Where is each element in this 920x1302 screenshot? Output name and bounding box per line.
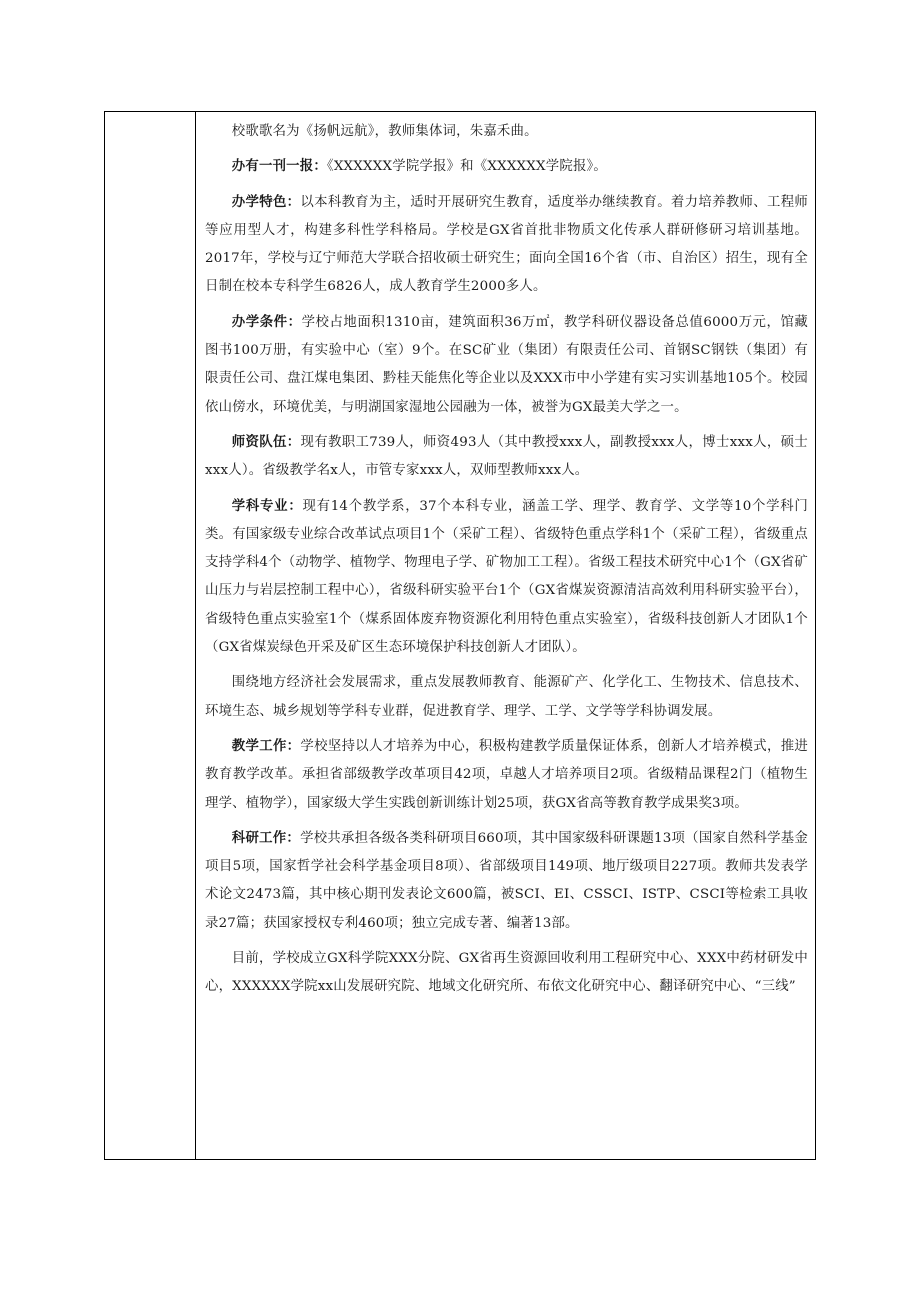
paragraph-faculty bbox=[205, 429, 808, 486]
paragraph-text: 学校占地面积1310亩，建筑面积36万㎡，教学科研仪器设备总值6000万元，馆藏图书100万册，有实验中心（室）9个。在SC矿业（集团）有限责任公司、首钢SC钢铁（集团）有限责任公司、盘江煤电集团、黔桂天能焦化等企业以及XXX市中小学建有实习实训基地105个。校园依山傍水，环境优美，与明湖国家湿地公园融为一体，被誉为GX最美大学之一。 bbox=[205, 314, 809, 415]
paragraph-label: 办学条件： bbox=[231, 314, 302, 330]
paragraph-label: 办学特色： bbox=[231, 194, 301, 210]
paragraph-publications bbox=[205, 153, 808, 181]
paragraph-disciplines bbox=[205, 493, 808, 663]
paragraph-teaching bbox=[205, 733, 808, 818]
paragraph-label: 教学工作： bbox=[231, 738, 301, 754]
paragraph-institutes bbox=[205, 945, 808, 1002]
paragraph-text: 现有教职工739人，师资493人（其中教授xxx人，副教授xxx人，博士xxx人，硕士xxx人）。省级教学名x人，市管专家xxx人，双师型教师xxx人。 bbox=[205, 434, 808, 479]
paragraph-text: 学校坚持以人才培养为中心，积极构建教学质量保证体系，创新人才培养模式，推进教育教学改革。承担省部级教学改革项目42项，卓越人才培养项目2项。省级精品课程2门（植物生理学、植物学），国家级大学生实践创新训练计划25项，获GX省高等教育教学成果奖3项。 bbox=[205, 738, 809, 811]
paragraph-label: 办有一刊一报： bbox=[231, 159, 327, 175]
paragraph-label: 科研工作： bbox=[231, 830, 301, 846]
paragraph-label: 师资队伍： bbox=[231, 434, 301, 450]
paragraph-text: 校歌歌名为《扬帆远航》，教师集体词，朱嘉禾曲。 bbox=[231, 124, 538, 139]
paragraph-text: 以本科教育为主，适时开展研究生教育，适度举办继续教育。着力培养教师、工程师等应用型人才，构建多科性学科格局。学校是GX省首批非物质文化传承人群研修研习培训基地。2017年，学校与辽宁师范大学联合招收硕士研究生；面向全国16个省（市、自治区）招生，现有全日制在校本专科学生6826人，成人教育学生2000多人。 bbox=[205, 194, 809, 295]
paragraph-features bbox=[205, 189, 808, 302]
paragraph-text: 学校共承担各级各类科研项目660项，其中国家级科研课题13项（国家自然科学基金项目5项，国家哲学社会科学基金项目8项）、省部级项目149项、地厅级项目227项。教师共发表学术论文2473篇，其中核心期刊发表论文600篇，被SCI、EI、CSSCI、ISTP、CSCI等检索工具收录27篇；获国家授权专利460项；独立完成专著、编著13部。 bbox=[205, 830, 808, 931]
table-label-cell bbox=[105, 112, 195, 1159]
document-table bbox=[104, 111, 816, 1160]
paragraph-conditions bbox=[205, 309, 808, 422]
paragraph-text: 现有14个教学系，37个本科专业，涵盖工学、理学、教育学、文学等10个学科门类。有国家级专业综合改革试点项目1个（采矿工程）、省级特色重点学科1个（采矿工程），省级重点支持学科4个（动物学、植物学、物理电子学、矿物加工工程）。省级工程技术研究中心1个（GX省矿山压力与岩层控制工程中心），省级科研实验平台1个（GX省煤炭资源清洁高效利用科研实验平台），省级特色重点实验室1个（煤系固体废弃物资源化利用特色重点实验室），省级科技创新人才团队1个（GX省煤炭绿色开采及矿区生态环境保护科技创新人才团队）。 bbox=[205, 498, 809, 656]
paragraph-research bbox=[205, 825, 808, 938]
paragraph-label: 学科专业： bbox=[231, 498, 303, 514]
paragraph-school-song bbox=[205, 118, 808, 146]
paragraph-text: 《XXXXXX学院学报》和《XXXXXX学院报》。 bbox=[326, 159, 608, 175]
table-content-cell bbox=[196, 112, 816, 1159]
paragraph-development bbox=[205, 669, 808, 726]
paragraph-text: 围绕地方经济社会发展需求，重点发展教师教育、能源矿产、化学化工、生物技术、信息技术、环境生态、城乡规划等学科专业群，促进教育学、理学、工学、文学等学科协调发展。 bbox=[205, 675, 808, 719]
paragraph-text: 目前，学校成立GX科学院XXX分院、GX省再生资源回收利用工程研究中心、XXX中药材研发中心，XXXXXX学院xx山发展研究院、地域文化研究所、布依文化研究中心、翻译研究中心、“三线” bbox=[205, 951, 808, 995]
